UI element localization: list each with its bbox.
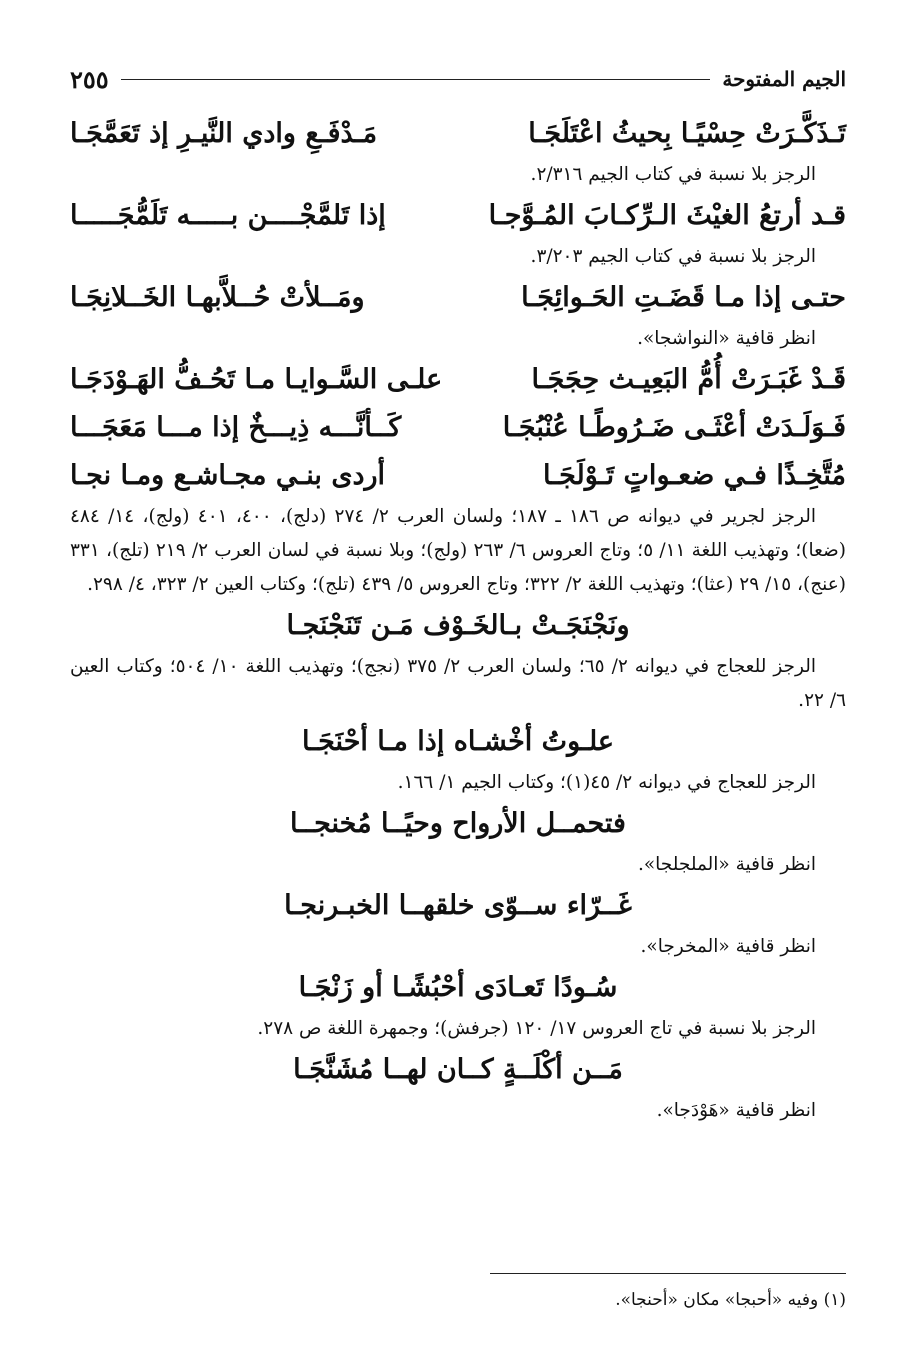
citation-note: الرجز بلا نسبة في كتاب الجيم ٣/٢٠٣. [530, 246, 816, 267]
citation-paragraph: الرجز للعجاج في ديوانه ٢/ ٦٥؛ ولسان العرب ٢/ ٣٧٥ (نجج)؛ وتهذيب اللغة ١٠/ ٥٠٤؛ وكتاب العين ٦/ ٢٢. [70, 656, 846, 711]
page-number: ٢٥٥ [70, 64, 109, 94]
centered-verse: مَــن أكْلَــةٍ كــان لهــا مُشَنَّجَـا [293, 1054, 623, 1085]
centered-verse: ونَجْنَجَـتْ بـالخَـوْف مَـن تَنَجْنَجـا [286, 610, 630, 641]
citation-note: الرجز للعجاج في ديوانه ٢/ ٤٥(١)؛ وكتاب الجيم ١/ ١٦٦. [397, 772, 816, 793]
verse-second-hemistich: علـى السَّـوايـا مـا تَحُـفُّ الهَـوْدَجَـا [70, 364, 443, 395]
page-header [70, 62, 846, 96]
verse-line [70, 452, 846, 500]
verse-line [70, 274, 846, 322]
verse-first-hemistich: تَـذَكَّـرَتْ حِسْيًـا بِحيثُ اعْتَلَجَـا [528, 118, 846, 149]
verse-second-hemistich: أردى بنـي مجـاشـع ومـا نجـا [70, 460, 386, 491]
verse-line [70, 356, 846, 404]
citation-paragraph: الرجز لجرير في ديوانه ص ١٨٦ ـ ١٨٧؛ ولسان العرب ٢/ ٢٧٤ (دلج)، ٤٠٠، ٤٠١ (ولج)، ١٤/ ٤٨٤ (ضعا)؛ وتهذيب اللغة ١١/ ٥؛ وتاج العروس ٦/ ٢٦٣ (ولج)؛ وبلا نسبة في لسان العرب ٢/ ٢١٩ (تلج)، ٣٣١ (عنج)، ١٥/ ٢٩ (عثا)؛ وتهذيب اللغة ٢/ ٣٢٢؛ وتاج العروس ٥/ ٤٣٩ (تلج)؛ وكتاب العين ٢/ ٣٢٣، ٤/ ٢٩٨. [70, 506, 846, 595]
citation-note: انظر قافية «النواشجا». [637, 328, 816, 349]
verse-first-hemistich: فَـوَلَـدَتْ أعْثَـى ضَـرُوطًـا عُنْبُجَـا [502, 412, 846, 443]
citation-note: انظر قافية «المخرجا». [640, 936, 816, 957]
centered-verse: سُـودًا تَعـادَى أحْبُشًـا أو زَنْجَـا [298, 972, 618, 1003]
centered-verse: علـوتُ أخْشـاه إذا مـا أحْنَجَـا [301, 726, 615, 757]
footnote-separator [490, 1273, 846, 1274]
verse-line [70, 110, 846, 158]
verse-first-hemistich: حتـى إذا مـا قَضَـتِ الحَـوائِجَـا [521, 282, 846, 313]
verse-second-hemistich: كَــأنَّـــه ذِيـــخٌ إذا مـــا مَعَجَـــا [70, 412, 402, 443]
citation-note: الرجز بلا نسبة في تاج العروس ١٧/ ١٢٠ (جرفش)؛ وجمهرة اللغة ص ٢٧٨. [257, 1018, 816, 1039]
verse-first-hemistich: قـد أرتعُ الغيْثَ الـرِّكـابَ المُـوَّجـا [488, 200, 846, 231]
centered-verse: فتحمــل الأرواح وحيًــا مُخنجــا [290, 808, 626, 839]
citation-note: انظر قافية «هَوْدَجا». [656, 1100, 816, 1121]
verse-line [70, 192, 846, 240]
running-title: الجيم المفتوحة [722, 67, 846, 91]
citation-note: الرجز بلا نسبة في كتاب الجيم ٢/٣١٦. [530, 164, 816, 185]
verse-second-hemistich: إذا تَلمَّجْــــن بـــــه تَلَمُّجَـــــا [70, 200, 386, 231]
footnote: (١) وفيه «أحبجا» مكان «أحنجا». [615, 1290, 846, 1310]
citation-note: انظر قافية «الملجلجا». [637, 854, 816, 875]
centered-verse: غَــرّاء ســوّى خلقهــا الخبـرنجـا [284, 890, 632, 921]
verse-first-hemistich: مُتَّخِـذًا فـي ضعـواتٍ تَـوْلَجَـا [542, 460, 846, 491]
header-rule [121, 79, 711, 80]
verse-line [70, 404, 846, 452]
page-body [70, 110, 846, 1128]
verse-second-hemistich: مَـدْفَـعِ وادي النَّيـرِ إذ تَعَمَّجَـا [70, 118, 378, 149]
verse-first-hemistich: قَـدْ غَبَـرَتْ أُمُّ البَعِيـث حِجَجَـا [531, 364, 846, 395]
verse-second-hemistich: ومَــلأتْ حُــلاَّبهـا الخَــلانِجَـا [70, 282, 365, 313]
